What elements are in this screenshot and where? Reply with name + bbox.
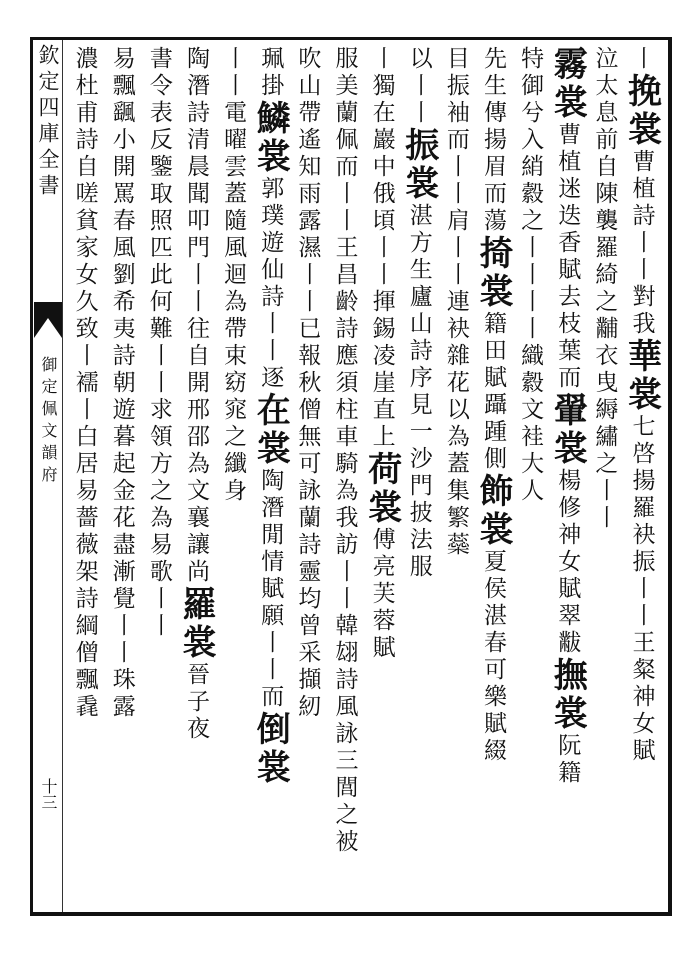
entry-text: 特御兮入綃縠之丨丨 — [517, 46, 544, 289]
text-column — [509, 46, 551, 908]
entry-headword: 撫裳 — [547, 657, 588, 733]
entry-text: 丨丨 — [220, 46, 247, 100]
margin-strip — [34, 40, 62, 912]
entry-text: 阮籍 — [554, 733, 581, 787]
frame-left-border — [30, 37, 33, 916]
entry-headword: 掎裳 — [472, 235, 513, 311]
entry-headword: 霧裳 — [547, 46, 588, 122]
text-column — [212, 46, 254, 908]
entry-text: 以丨丨 — [405, 46, 432, 127]
text-column — [64, 46, 106, 908]
entry-text: 電曜雲蓋隨風迴 — [220, 100, 247, 289]
text-column — [361, 46, 403, 908]
text-column — [398, 46, 440, 908]
entry-text: 籍田賦躡踵側 — [479, 311, 506, 473]
entry-text: 肩丨丨連袂 — [442, 208, 469, 343]
entry-text: 吹山帶遙知雨露濕丨丨已報秋僧無可詠蘭詩靈均曾采擷紉 — [294, 46, 321, 721]
entry-headword: 飾裳 — [472, 473, 513, 549]
frame-top-border — [30, 37, 670, 40]
entry-text: 書令表反鑒取照匹此何難丨丨求領方之為易 — [145, 46, 172, 559]
text-column — [435, 46, 477, 908]
fishtail-mark — [34, 302, 62, 352]
entry-text: 陶潛詩清晨聞叩門丨丨往自開邢邵為文襄讓尚 — [182, 46, 209, 586]
entry-text: 泣太息前自陳 — [591, 46, 618, 208]
text-column — [101, 46, 143, 908]
entry-headword: 振裳 — [398, 127, 439, 203]
entry-text: 大人 — [517, 451, 544, 505]
entry-headword: 翬裳 — [547, 392, 588, 468]
section-title: 御定佩文韻府 — [39, 356, 58, 488]
text-column — [620, 46, 662, 908]
text-column — [249, 46, 291, 908]
entry-text: 傅亮芙蓉賦 — [368, 527, 395, 662]
text-column — [583, 46, 625, 908]
text-column — [472, 46, 514, 908]
entry-text: 獨在巖中俄頃丨丨揮錫凌崖直上 — [368, 73, 395, 451]
entry-text: 襲羅綺之黼衣曳縟繡之丨丨 — [591, 208, 618, 532]
text-column — [323, 46, 365, 908]
entry-text: 先生傳揚眉而蕩 — [479, 46, 506, 235]
entry-headword: 華裳 — [621, 338, 662, 414]
entry-text: 丨丨織縠文袿 — [517, 289, 544, 451]
entry-text: 丨 — [628, 46, 655, 73]
entry-text: 陶潛閒情賦願丨丨而 — [257, 468, 284, 711]
text-column — [546, 46, 588, 908]
entry-text: 晉子夜 — [182, 662, 209, 743]
entry-text: 曹植迷迭香賦去枝葉而 — [554, 122, 581, 392]
entry-text: 為帶束窈窕之纖身 — [220, 289, 247, 505]
frame-bottom-border — [30, 912, 670, 916]
entry-text: 目振袖而丨丨 — [442, 46, 469, 208]
entry-text: 歌丨丨 — [145, 559, 172, 640]
entry-text: 夏侯湛春可樂賦綴 — [479, 549, 506, 765]
entry-text: 服美蘭佩而丨丨王昌齡詩應須柱車騎為我訪丨丨韓翃詩風 — [331, 46, 358, 721]
page-number: 十三 — [39, 778, 58, 810]
text-column — [138, 46, 180, 908]
text-column — [286, 46, 328, 908]
entry-text: 易飄颻小開罵春風劉希夷詩朝遊暮起金花盡漸覺丨丨珠露 — [108, 46, 135, 721]
entry-headword: 荷裳 — [361, 451, 402, 527]
entry-text: 珮掛 — [257, 46, 284, 100]
entry-text: 楊修神女賦翠黻 — [554, 468, 581, 657]
entry-text: 郭璞遊仙詩丨丨逐 — [257, 176, 284, 392]
entry-headword: 羅裳 — [175, 586, 216, 662]
entry-headword: 鱗裳 — [250, 100, 291, 176]
entry-text: 濃杜甫詩自嗟貧家女久致丨襦丨白居易薔薇架詩綱僧飄毳 — [71, 46, 98, 721]
book-title: 欽定四庫全書 — [36, 44, 60, 200]
text-column — [175, 46, 217, 908]
entry-headword: 倒裳 — [250, 711, 291, 787]
entry-headword: 在裳 — [250, 392, 291, 468]
entry-text: 湛方生廬山詩序見一沙門披法服 — [405, 203, 432, 581]
frame-right-border — [668, 37, 672, 916]
entry-text: 雜花以為蓋集繁蘂 — [442, 343, 469, 559]
entry-text: 曹植詩丨丨對我 — [628, 149, 655, 338]
entry-headword: 挽裳 — [621, 73, 662, 149]
entry-text: 丨 — [368, 46, 395, 73]
entry-text: 詠三閭之被 — [331, 721, 358, 856]
entry-text: 七啓揚羅袂振丨丨王粲神女賦 — [628, 414, 655, 765]
